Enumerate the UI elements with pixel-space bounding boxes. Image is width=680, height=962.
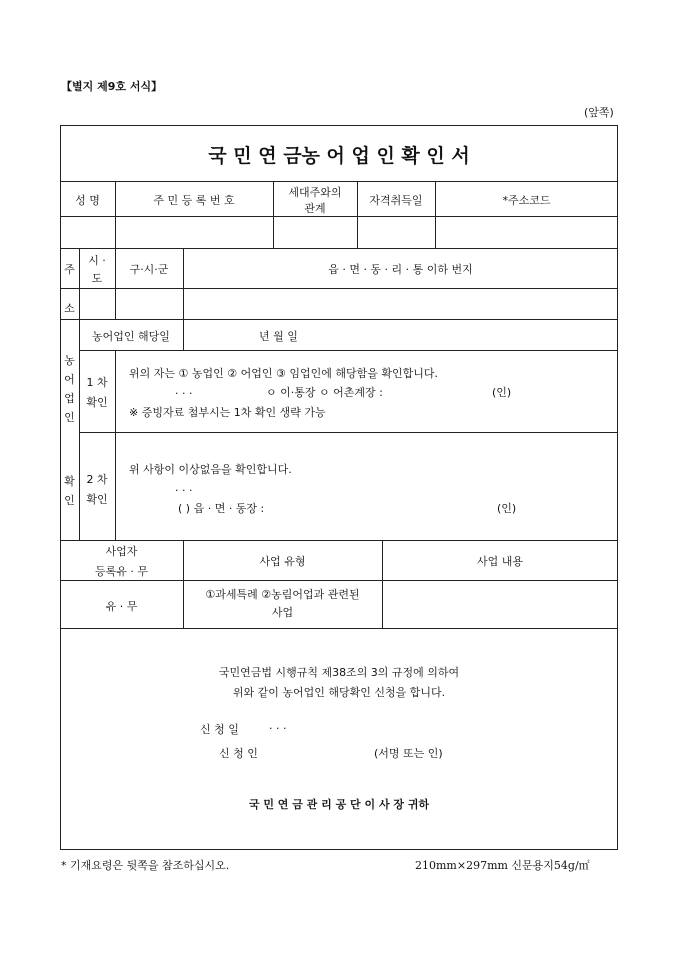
business-type-header: 사업 유형 — [259, 555, 306, 568]
second-confirm-seal: (인) — [497, 502, 517, 515]
qualification-date-header: 자격취득일 — [369, 194, 423, 207]
business-registration-header: 사업자 — [105, 545, 138, 558]
confirm-side-label: 인 — [64, 494, 75, 507]
address-label: 소 — [64, 302, 75, 315]
footer-note: * 기재요령은 뒷쪽을 참조하십시오. — [61, 859, 230, 872]
relation-header: 관계 — [304, 202, 326, 215]
relation-field[interactable] — [274, 217, 357, 248]
divider — [115, 350, 116, 540]
second-confirm-date[interactable]: . . . — [175, 481, 193, 494]
business-registration-header: 등록유 · 무 — [95, 565, 148, 578]
farmer-date-units[interactable]: 년 월 일 — [259, 330, 298, 343]
business-type-options[interactable]: 사업 — [271, 606, 294, 619]
application-statement: 국민연금법 시행규칙 제38조의 3의 규정에 의하여 — [218, 666, 460, 679]
paper-spec: 210mm×297mm 신문용지54g/㎡ — [415, 859, 590, 872]
farmer-date-label: 농어업인 해당일 — [92, 330, 170, 343]
business-content-header: 사업 내용 — [476, 555, 523, 568]
form-title: 국 민 연 금농 어 업 인 확 인 서 — [208, 145, 470, 167]
applicant-signature[interactable]: (서명 또는 인) — [374, 747, 443, 760]
second-confirm-signer: ( ) 읍 · 면 · 동장 : — [178, 502, 265, 515]
side-note: (앞쪽) — [584, 106, 614, 119]
divider — [60, 248, 618, 249]
sido-header: 도 — [91, 272, 103, 285]
first-confirm-note: ※ 증빙자료 첨부시는 1차 확인 생략 가능 — [129, 406, 326, 419]
relation-header: 세대주와의 — [288, 186, 342, 199]
sido-field[interactable] — [80, 289, 115, 319]
address-detail-field[interactable] — [184, 289, 617, 319]
farmer-side-label: 업 — [64, 392, 75, 405]
business-content-field[interactable] — [383, 581, 617, 628]
first-confirm-signer: ㅇ 이·통장 ㅇ 어촌계장 : — [266, 386, 383, 399]
address-code-header: *주소코드 — [502, 194, 551, 207]
address-code-field[interactable] — [436, 217, 617, 248]
farmer-side-label: 인 — [64, 411, 75, 424]
second-confirm-label: 확인 — [86, 493, 108, 506]
applicant-label: 신 청 인 — [219, 747, 258, 760]
application-date-label: 신 청 일 — [200, 723, 239, 736]
divider — [60, 181, 618, 182]
gusigun-field[interactable] — [116, 289, 183, 319]
farmer-side-label: 어 — [64, 373, 75, 386]
business-type-options[interactable]: ①과세특례 ②농림어업과 관련된 — [205, 588, 360, 601]
resident-number-header: 주 민 등 록 번 호 — [153, 194, 235, 207]
farmer-side-label: 농 — [64, 354, 75, 367]
first-confirm-date[interactable]: . . . — [175, 384, 193, 397]
divider — [183, 319, 184, 350]
gusigun-header: 구·시·군 — [129, 263, 169, 276]
first-confirm-label: 확인 — [86, 396, 108, 409]
second-confirm-text: 위 사항이 이상없음을 확인합니다. — [129, 463, 292, 476]
resident-number-field[interactable] — [116, 217, 273, 248]
qualification-date-field[interactable] — [358, 217, 435, 248]
name-field[interactable] — [61, 217, 115, 248]
divider — [60, 319, 618, 320]
application-date[interactable]: . . . — [269, 719, 287, 732]
divider — [60, 540, 618, 541]
confirm-side-label: 확 — [64, 475, 75, 488]
business-yes-no[interactable]: 유 · 무 — [105, 600, 138, 613]
divider — [60, 628, 618, 629]
first-confirm-seal: (인) — [492, 386, 512, 399]
sido-header: 시 · — [88, 254, 106, 267]
divider — [79, 432, 618, 433]
second-confirm-label: 2 차 — [86, 473, 108, 486]
first-confirm-text: 위의 자는 ① 농업인 ② 어업인 ③ 임업인에 해당함을 확인합니다. — [129, 367, 438, 380]
divider — [79, 350, 618, 351]
application-statement: 위와 같이 농어업인 해당확인 신청을 합니다. — [232, 686, 446, 699]
name-header: 성 명 — [75, 194, 100, 207]
address-label: 주 — [64, 263, 75, 276]
address-detail-header: 읍 · 면 · 동 · 리 · 통 이하 번지 — [328, 263, 473, 276]
addressee: 국 민 연 금 관 리 공 단 이 사 장 귀하 — [248, 798, 430, 811]
form-label: 【별지 제9호 서식】 — [61, 80, 163, 93]
first-confirm-label: 1 차 — [86, 376, 108, 389]
